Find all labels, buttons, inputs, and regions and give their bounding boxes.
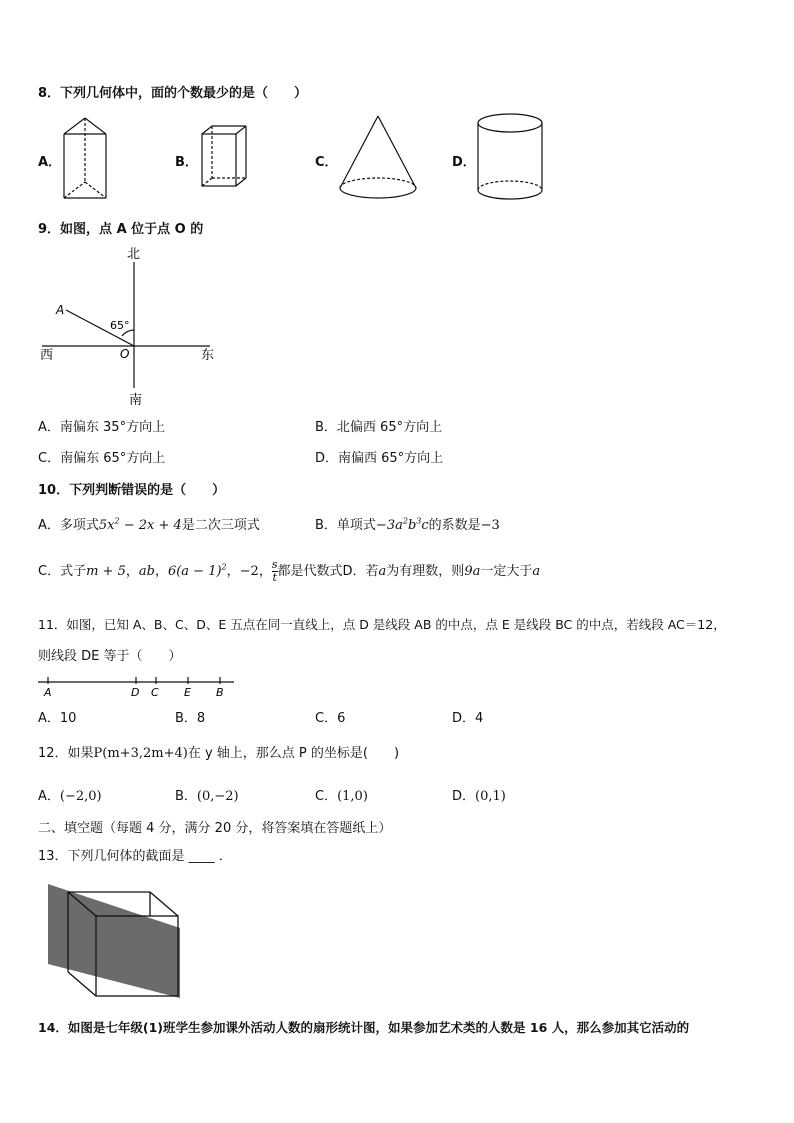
q9-option-a: A．南偏东 35°方向上 xyxy=(38,420,166,435)
label-point-o: O xyxy=(120,347,130,361)
label-south: 南 xyxy=(129,393,143,408)
compass-direction-figure xyxy=(36,242,226,408)
label-west: 西 xyxy=(40,348,54,363)
q12-option-d: D．(0,1) xyxy=(452,789,506,804)
label-point-a: A xyxy=(56,303,65,317)
label-a: A xyxy=(44,686,52,699)
q8-option-d: D． xyxy=(452,155,476,170)
cuboid-figure xyxy=(198,122,252,190)
q8-stem: 8．下列几何体中，面的个数最少的是（ ） xyxy=(38,86,308,101)
q12-stem: 12．如果P(m+3,2m+4)在 y 轴上，那么点 P 的坐标是( ) xyxy=(38,746,400,761)
q9-option-b: B．北偏西 65°方向上 xyxy=(315,420,443,435)
q8-option-c: C． xyxy=(315,155,338,170)
q8-option-b: B． xyxy=(175,155,198,170)
q14-stem: 14．如图是七年级(1)班学生参加课外活动人数的扇形统计图，如果参加艺术类的人数是 16 人，那么参加其它活动的 xyxy=(38,1020,690,1035)
q12-option-a: A．(−2,0) xyxy=(38,789,102,804)
triangular-prism-figure xyxy=(58,112,118,204)
label-angle: 65° xyxy=(110,319,130,332)
q11-stem-line2: 则线段 DE 等于（ ） xyxy=(38,649,182,664)
q9-option-d: D．南偏西 65°方向上 xyxy=(315,451,444,466)
cube-cross-section-figure xyxy=(44,880,190,1004)
q9-option-c: C．南偏东 65°方向上 xyxy=(38,451,166,466)
q10-option-b: B．单项式$-3a^2b^3c$的系数是−3 xyxy=(315,516,500,533)
q11-option-c: C．6 xyxy=(315,711,346,726)
q11-option-d: D．4 xyxy=(452,711,484,726)
section-heading: 二、填空题（每题 4 分，满分 20 分，将答案填在答题纸上） xyxy=(38,821,392,836)
q10-option-a: A．多项式$5x^2 - 2x + 4$是二次三项式 xyxy=(38,516,260,533)
q10-option-c-d: C．式子m + 5，ab，$6(a - 1)^2$，−2， $\frac{s}{t}$ 都是代数式D．若a为有理数，则9a一定大于a xyxy=(38,558,541,584)
label-e: E xyxy=(184,686,191,699)
cylinder-figure xyxy=(474,110,548,206)
line-segment-figure xyxy=(36,672,240,702)
q11-option-b: B．8 xyxy=(175,711,206,726)
label-c: C xyxy=(151,686,159,699)
label-east: 东 xyxy=(201,348,215,363)
q13-stem: 13．下列几何体的截面是 ____ ． xyxy=(38,849,232,864)
q8-option-a: A． xyxy=(38,155,62,170)
cone-figure xyxy=(336,112,422,204)
q12-option-c: C．(1,0) xyxy=(315,789,368,804)
label-b: B xyxy=(216,686,224,699)
q9-stem: 9．如图，点 A 位于点 O 的 xyxy=(38,222,204,237)
q10-stem: 10．下列判断错误的是（ ） xyxy=(38,483,226,498)
label-north: 北 xyxy=(127,247,141,262)
q11-option-a: A．10 xyxy=(38,711,77,726)
q12-option-b: B．(0,−2) xyxy=(175,789,239,804)
label-d: D xyxy=(131,686,140,699)
q11-stem-line1: 11．如图，已知 A、B、C、D、E 五点在同一直线上，点 D 是线段 AB 的中点，点 E 是线段 BC 的中点，若线段 AC＝12， xyxy=(38,617,726,632)
